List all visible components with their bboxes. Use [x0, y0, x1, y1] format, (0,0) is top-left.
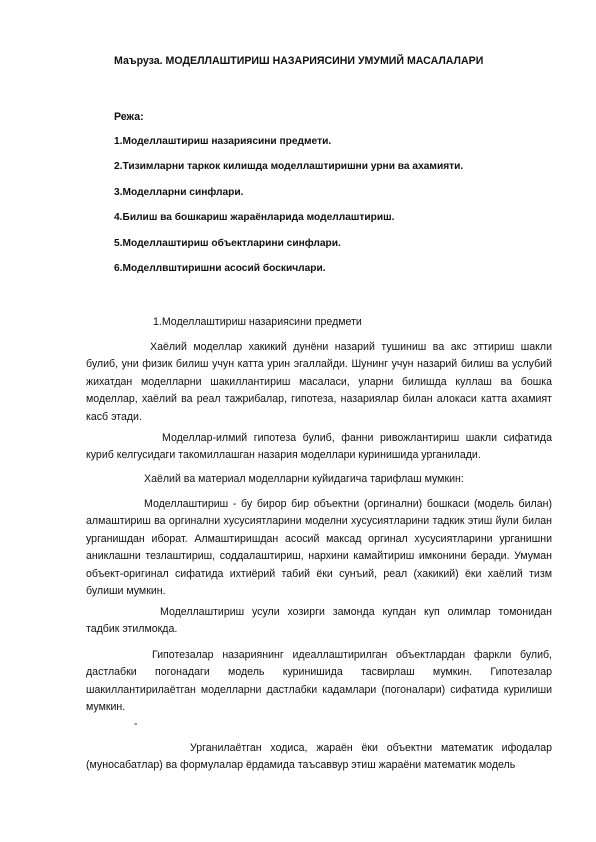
paragraph-1: Хаёлий моделлар хакикий дунёни назарий тушиниш ва акс эттириш шакли булиб, уни физик билиш учун катта урин эгаллайди. Шунинг учун назарий билиш ва услубий жихатдан моделларни шакиллантириш масаласи, уларни билишда куллаш ва бошка моделлар, хаёлий ва реал тажрибалар, гипотеза, назариялар билан алокаси катта ахамият касб этади. — [86, 341, 552, 423]
paragraph-3: Хаёлий ва материал моделларни куйидагича тарифлаш мумкин: — [144, 473, 464, 485]
paragraph-7: Урганилаётган ходиса, жараён ёки объектни математик ифодалар (муносабатлар) ва формулалар ёрдамида таъсаввур этиш жараёни математик модель — [86, 742, 552, 772]
plan-item-4: 4.Билиш ва бошкариш жараёнларида моделлаштириш. — [114, 212, 395, 223]
plan-label: Режа: — [114, 111, 144, 123]
plan-item-2: 2.Тизимларни таркок килишда моделлаштиришни урни ва ахамияти. — [114, 161, 464, 172]
paragraph-5: Моделлаштириш усули хозирги замонда купдан куп олимлар томонидан тадбик этилмокда. — [86, 606, 552, 636]
stray-dash: - — [134, 718, 138, 730]
lecture-title: Маъруза. МОДЕЛЛАШТИРИШ НАЗАРИЯСИНИ УМУМИЙ МАСАЛАЛАРИ — [114, 55, 484, 67]
plan-item-5: 5.Моделлаштириш объектларини синфлари. — [114, 238, 341, 249]
paragraph-2: Моделлар-илмий гипотеза булиб, фанни ривожлантириш шакли сифатида куриб келгусидаги такомиллашган назария моделлари куринишида урганилади. — [86, 432, 552, 462]
paragraph-4: Моделлаштириш - бу бирор бир объектни (оргинални) бошкаси (модель билан) алмаштириш ва оргинални хусусиятларини моделни хусусиятларини тадкик этиш йули билан урганишдан иборат. Алмаштиришдан асосий максад оргинал хусусиятларини урганишни аниклашни тезлаштириш, соддалаштириш, нархини камайтириш имконини беради. Умуман объект-оригинал сифатида ихтиёрий табий ёки сунъий, реал (хакикий) ёки хаёлий тизм булиши мумкин. — [86, 498, 552, 598]
section-title: 1.Моделлаштириш назариясини предмети — [153, 316, 362, 328]
plan-item-6: 6.Моделлвштиришни асосий боскичлари. — [114, 263, 326, 274]
plan-item-3: 3.Моделларни синфлари. — [114, 187, 244, 198]
paragraph-6: Гипотезалар назариянинг идеаллаштирилган объектлардан фаркли булиб, дастлабки погонадаги модель куринишида тасвирлаш мумкин. Гипотезалар шакиллантирилаётган моделларни дастлабки кадамлари (погоналари) сифатида курилиши мумкин. — [86, 649, 552, 714]
plan-item-1: 1.Моделлаштириш назариясини предмети. — [114, 136, 332, 147]
